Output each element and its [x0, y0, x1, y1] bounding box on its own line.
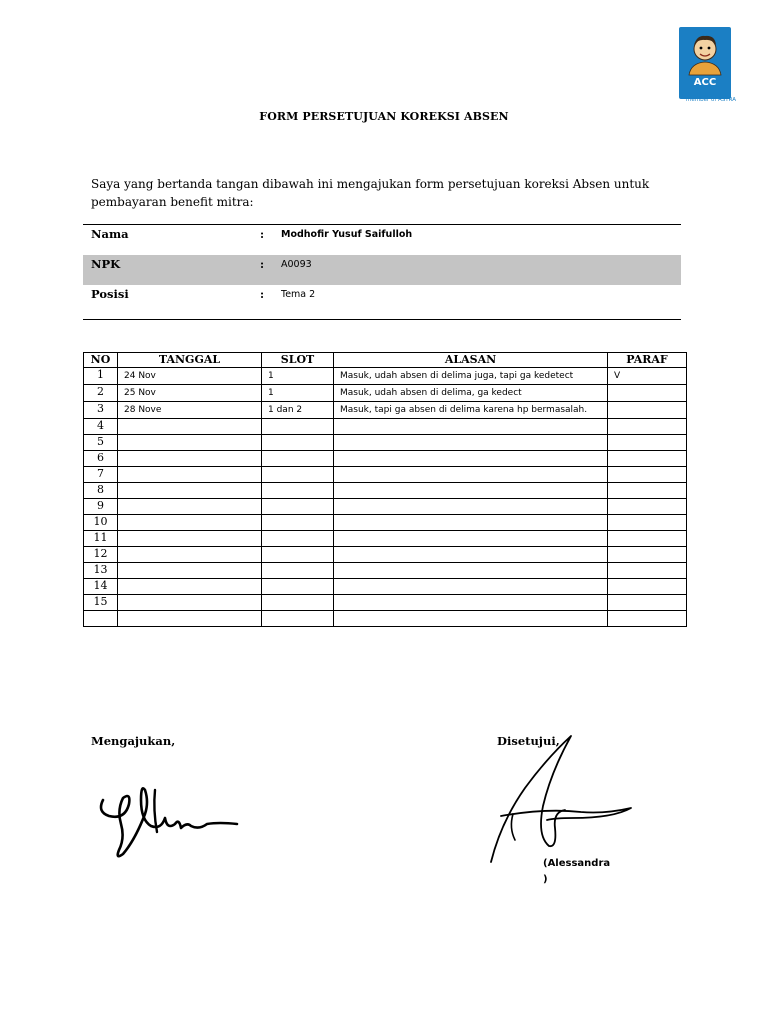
cell-alasan [334, 595, 608, 611]
cell-alasan [334, 451, 608, 467]
logo-text: ACC [693, 77, 717, 88]
row-number: 7 [84, 467, 118, 483]
cell-paraf [608, 531, 687, 547]
cell-tanggal: 24 Nov [118, 368, 262, 385]
cell-alasan: Masuk, udah absen di delima, ga kedect [334, 385, 608, 402]
cell-slot [262, 563, 334, 579]
cell-slot: 1 [262, 368, 334, 385]
cell-tanggal [118, 499, 262, 515]
page-title: FORM PERSETUJUAN KOREKSI ABSEN [259, 110, 509, 123]
row-number: 14 [84, 579, 118, 595]
cell-alasan [334, 563, 608, 579]
table-row [84, 483, 687, 499]
cell-paraf [608, 483, 687, 499]
approver-name-line1: (Alessandra [543, 858, 611, 869]
header-alasan: ALASAN [334, 353, 608, 368]
row-number: 9 [84, 499, 118, 515]
table-row [84, 402, 687, 419]
cell-tanggal [118, 579, 262, 595]
posisi-colon: : [260, 288, 265, 301]
header-slot: SLOT [262, 353, 334, 368]
cell-alasan [334, 531, 608, 547]
submitter-signature [95, 780, 245, 865]
table-row [84, 385, 687, 402]
row-number: 4 [84, 419, 118, 435]
cell-tanggal [118, 451, 262, 467]
logo-tagline: member of ASTRA [685, 97, 736, 103]
cell-paraf [608, 419, 687, 435]
row-number: 11 [84, 531, 118, 547]
approver-label: Disetujui, [497, 734, 560, 748]
table-row [84, 435, 687, 451]
cell-tanggal [118, 419, 262, 435]
row-number: 10 [84, 515, 118, 531]
header-paraf: PARAF [608, 353, 687, 368]
table-row [84, 515, 687, 531]
cell-alasan [334, 419, 608, 435]
info-row-posisi [83, 285, 681, 320]
info-block [83, 224, 681, 320]
cell-alasan [334, 467, 608, 483]
table-row [84, 451, 687, 467]
cell-slot [262, 483, 334, 499]
row-number: 15 [84, 595, 118, 611]
info-row-nama [83, 224, 681, 255]
table-row [84, 531, 687, 547]
approver-name [543, 856, 610, 888]
row-number: 5 [84, 435, 118, 451]
intro-paragraph: Saya yang bertanda tangan dibawah ini mengajukan form persetujuan koreksi Absen untuk pembayaran benefit mitra: [91, 177, 650, 209]
row-number: 8 [84, 483, 118, 499]
cell-alasan [334, 499, 608, 515]
cell-paraf [608, 402, 687, 419]
cell-alasan: Masuk, udah absen di delima juga, tapi ga kedetect [334, 368, 608, 385]
posisi-label: Posisi [91, 287, 129, 301]
cell-alasan [334, 483, 608, 499]
cell-paraf: V [608, 368, 687, 385]
nama-label: Nama [91, 227, 129, 241]
cell-alasan: Masuk, tapi ga absen di delima karena hp bermasalah. [334, 402, 608, 419]
cell-tanggal: 25 Nov [118, 385, 262, 402]
cell-slot [262, 547, 334, 563]
cell-alasan [334, 547, 608, 563]
cell-slot [262, 419, 334, 435]
cell-tanggal [118, 435, 262, 451]
row-number [84, 611, 118, 627]
row-number: 1 [84, 368, 118, 385]
table-row [84, 611, 687, 627]
correction-table [83, 352, 687, 627]
cell-paraf [608, 435, 687, 451]
table-row [84, 595, 687, 611]
cell-tanggal [118, 531, 262, 547]
cell-paraf [608, 563, 687, 579]
npk-colon: : [260, 258, 265, 271]
table-row [84, 579, 687, 595]
cell-paraf [608, 547, 687, 563]
info-row-npk [83, 255, 681, 285]
cell-alasan [334, 515, 608, 531]
table-row [84, 368, 687, 385]
table-row [84, 467, 687, 483]
row-number: 6 [84, 451, 118, 467]
cell-slot [262, 467, 334, 483]
cell-paraf [608, 385, 687, 402]
cell-tanggal [118, 483, 262, 499]
cell-alasan [334, 435, 608, 451]
cell-alasan [334, 611, 608, 627]
table-row [84, 563, 687, 579]
cell-tanggal [118, 547, 262, 563]
cell-slot [262, 579, 334, 595]
npk-value: A0093 [281, 259, 312, 270]
table-row [84, 547, 687, 563]
cell-alasan [334, 579, 608, 595]
header-no: NO [84, 353, 118, 368]
cell-paraf [608, 499, 687, 515]
row-number: 2 [84, 385, 118, 402]
submitter-name-cut [95, 860, 245, 866]
cell-tanggal: 28 Nove [118, 402, 262, 419]
cell-paraf [608, 595, 687, 611]
cell-slot: 1 dan 2 [262, 402, 334, 419]
row-number: 13 [84, 563, 118, 579]
cell-paraf [608, 611, 687, 627]
cell-tanggal [118, 595, 262, 611]
cell-slot [262, 499, 334, 515]
cell-slot [262, 531, 334, 547]
cell-tanggal [118, 467, 262, 483]
table-row [84, 499, 687, 515]
table-header-row [84, 353, 687, 368]
cell-slot [262, 611, 334, 627]
acc-logo [679, 27, 731, 99]
cell-tanggal [118, 563, 262, 579]
row-number: 3 [84, 402, 118, 419]
mascot-icon [679, 27, 731, 77]
cell-paraf [608, 579, 687, 595]
cell-tanggal [118, 611, 262, 627]
approver-name-line2: ) [543, 874, 548, 885]
table-row [84, 419, 687, 435]
cell-slot [262, 451, 334, 467]
posisi-value: Tema 2 [281, 289, 316, 300]
header-tanggal: TANGGAL [118, 353, 262, 368]
cell-slot [262, 435, 334, 451]
submitter-label: Mengajukan, [91, 734, 176, 748]
nama-value: Modhofir Yusuf Saifulloh [281, 229, 413, 240]
cell-paraf [608, 451, 687, 467]
nama-colon: : [260, 228, 265, 241]
approver-signature [485, 732, 635, 867]
cell-tanggal [118, 515, 262, 531]
cell-paraf [608, 467, 687, 483]
cell-paraf [608, 515, 687, 531]
cell-slot: 1 [262, 385, 334, 402]
npk-label: NPK [91, 257, 121, 271]
cell-slot [262, 595, 334, 611]
cell-slot [262, 515, 334, 531]
row-number: 12 [84, 547, 118, 563]
